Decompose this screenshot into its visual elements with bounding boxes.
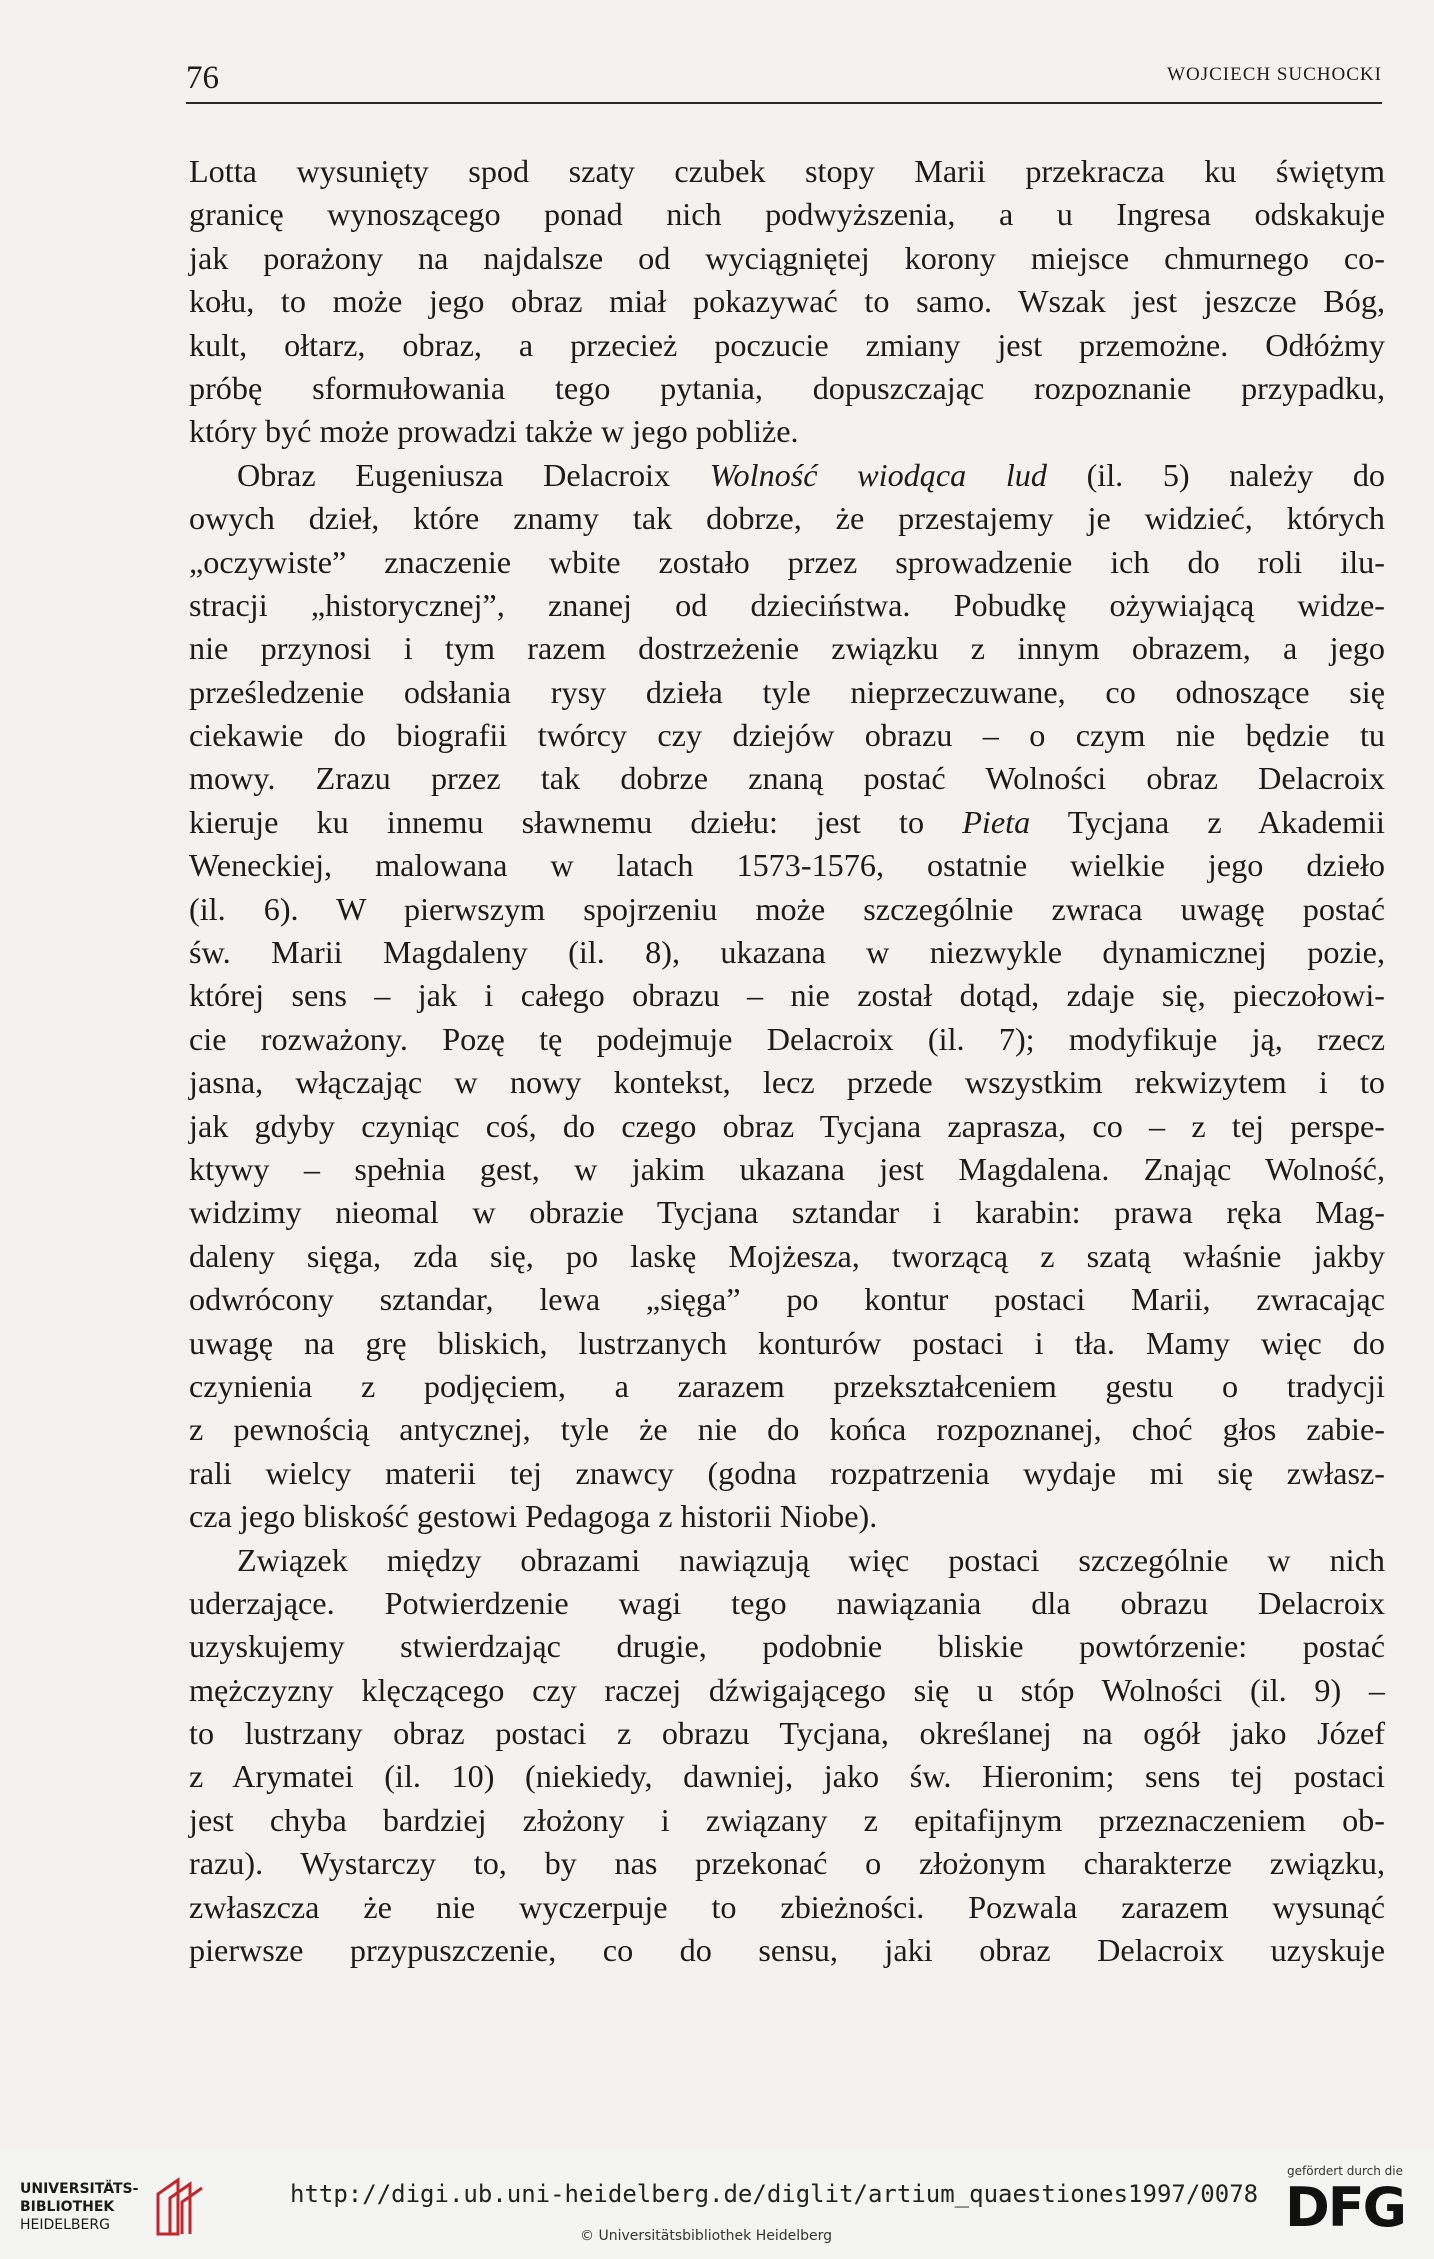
funded-by-label: gefördert durch die	[1287, 2164, 1403, 2178]
text-line: kult, ołtarz, obraz, a przecież poczucie zmiany jest przemożne. Odłóżmy	[189, 326, 1385, 363]
text-line: jak gdyby czyniąc coś, do czego obraz Tycjana zaprasza, co – z tej perspe-	[189, 1107, 1385, 1144]
text-line: (il. 6). W pierwszym spojrzeniu może szczególnie zwraca uwagę postać	[189, 890, 1385, 927]
library-name-line: HEIDELBERG	[20, 2217, 110, 2233]
page-number: 76	[186, 60, 219, 96]
text-line: nie przynosi i tym razem dostrzeżenie związku z innym obrazem, a jego	[189, 630, 1385, 667]
text-line: odwrócony sztandar, lewa „sięga” po kontur postaci Marii, zwracając	[189, 1281, 1385, 1318]
text-line: Związek między obrazami nawiązują więc postaci szczególnie w nich	[237, 1541, 1385, 1578]
library-name-line: BIBLIOTHEK	[20, 2199, 115, 2215]
text-line: uwagę na grę bliskich, lustrzanych konturów postaci i tła. Mamy więc do	[189, 1324, 1385, 1361]
text-line: z pewnością antycznej, tyle że nie do końca rozpoznanej, choć głos zabie-	[189, 1411, 1385, 1448]
text-line: „oczywiste” znaczenie wbite zostało przez sprowadzenie ich do roli ilu-	[189, 543, 1385, 580]
text-line: św. Marii Magdaleny (il. 8), ukazana w niezwykle dynamicznej pozie,	[189, 934, 1385, 971]
library-mark-icon	[148, 2172, 218, 2242]
text-line: pierwsze przypuszczenie, co do sensu, jaki obraz Delacroix uzyskuje	[189, 1932, 1385, 1969]
text-line: prześledzenie odsłania rysy dzieła tyle nieprzeczuwane, co odnoszące się	[189, 673, 1385, 710]
text-line: kieruje ku innemu sławnemu dziełu: jest to Pieta Tycjana z Akademii	[189, 803, 1385, 840]
text-line: to lustrzany obraz postaci z obrazu Tycjana, określanej na ogół jako Józef	[189, 1715, 1385, 1752]
text-line: kołu, to może jego obraz miał pokazywać to samo. Wszak jest jeszcze Bóg,	[189, 283, 1385, 320]
italic-title: Pieta	[962, 803, 1031, 840]
text-line: razu). Wystarczy to, by nas przekonać o złożonym charakterze związku,	[189, 1845, 1385, 1882]
text-line: z Arymatei (il. 10) (niekiedy, dawniej, jako św. Hieronim; sens tej postaci	[189, 1758, 1385, 1795]
text-line: granicę wynoszącego ponad nich podwyższenia, a u Ingresa odskakuje	[189, 196, 1385, 233]
permalink-url[interactable]: http://digi.ub.uni-heidelberg.de/diglit/artium_quaestiones1997/0078	[290, 2180, 1259, 2208]
text-line: Lotta wysunięty spod szaty czubek stopy Marii przekracza ku świętym	[189, 153, 1385, 189]
library-logo[interactable]	[20, 2172, 220, 2242]
text-line: jak porażony na najdalsze od wyciągniętej korony miejsce chmurnego co-	[189, 239, 1385, 276]
copyright-notice: © Universitätsbibliothek Heidelberg	[580, 2228, 833, 2244]
body-text	[189, 150, 1385, 1972]
text-line: cie rozważony. Pozę tę podejmuje Delacroix (il. 7); modyfikuje ją, rzecz	[189, 1020, 1385, 1057]
dfg-badge[interactable]	[1275, 2164, 1415, 2238]
text-line: próbę sformułowania tego pytania, dopuszczając rozpoznanie przypadku,	[189, 369, 1385, 406]
text-line: mowy. Zrazu przez tak dobrze znaną postać Wolności obraz Delacroix	[189, 760, 1385, 797]
text-line: której sens – jak i całego obrazu – nie został dotąd, zdaje się, pieczołowi-	[189, 977, 1385, 1014]
running-head: WOJCIECH SUCHOCKI	[1167, 64, 1382, 85]
text-line: cza jego bliskość gestowi Pedagoga z historii Niobe).	[189, 1498, 878, 1535]
library-name-line: UNIVERSITÄTS-	[20, 2181, 139, 2197]
text-line: jest chyba bardziej złożony i związany z epitafijnym przeznaczeniem ob-	[189, 1801, 1385, 1838]
text-line: jasna, włączając w nowy kontekst, lecz przede wszystkim rekwizytem i to	[189, 1064, 1385, 1101]
text-line: owych dzieł, które znamy tak dobrze, że przestajemy je widzieć, których	[189, 500, 1385, 537]
page-header	[186, 58, 1382, 104]
text-line: uderzające. Potwierdzenie wagi tego nawiązania dla obrazu Delacroix	[189, 1584, 1385, 1621]
italic-title: Wolność wiodąca lud	[709, 456, 1047, 493]
text-line: Weneckiej, malowana w latach 1573-1576, ostatnie wielkie jego dzieło	[189, 847, 1385, 884]
text-line: mężczyzny klęczącego czy raczej dźwigającego się u stóp Wolności (il. 9) –	[189, 1671, 1385, 1708]
text-line: który być może prowadzi także w jego pobliże.	[189, 413, 799, 450]
text-line: daleny sięga, zda się, po laskę Mojżesza, tworzącą z szatą właśnie jakby	[189, 1237, 1385, 1274]
text-line: zwłaszcza że nie wyczerpuje to zbieżności. Pozwala zarazem wysunąć	[189, 1888, 1385, 1925]
text-line: ktywy – spełnia gest, w jakim ukazana jest Magdalena. Znając Wolność,	[189, 1150, 1385, 1187]
text-line: rali wielcy materii tej znawcy (godna rozpatrzenia wydaje mi się zwłasz-	[189, 1454, 1385, 1491]
dfg-logo: DFG	[1284, 2176, 1406, 2239]
text-line: uzyskujemy stwierdzając drugie, podobnie bliskie powtórzenie: postać	[189, 1628, 1385, 1665]
digitization-footer	[0, 2150, 1434, 2259]
text-line: widzimy nieomal w obrazie Tycjana sztandar i karabin: prawa ręka Mag-	[189, 1194, 1385, 1231]
text-line: Obraz Eugeniusza Delacroix Wolność wiodąca lud (il. 5) należy do	[237, 456, 1386, 493]
library-name	[20, 2180, 138, 2234]
text-line: ciekawie do biografii twórcy czy dziejów obrazu – o czym nie będzie tu	[189, 717, 1385, 754]
text-line: czynienia z podjęciem, a zarazem przekształceniem gestu o tradycji	[189, 1367, 1385, 1404]
text-line: stracji „historycznej”, znanej od dzieciństwa. Pobudkę ożywiającą widze-	[189, 586, 1385, 623]
